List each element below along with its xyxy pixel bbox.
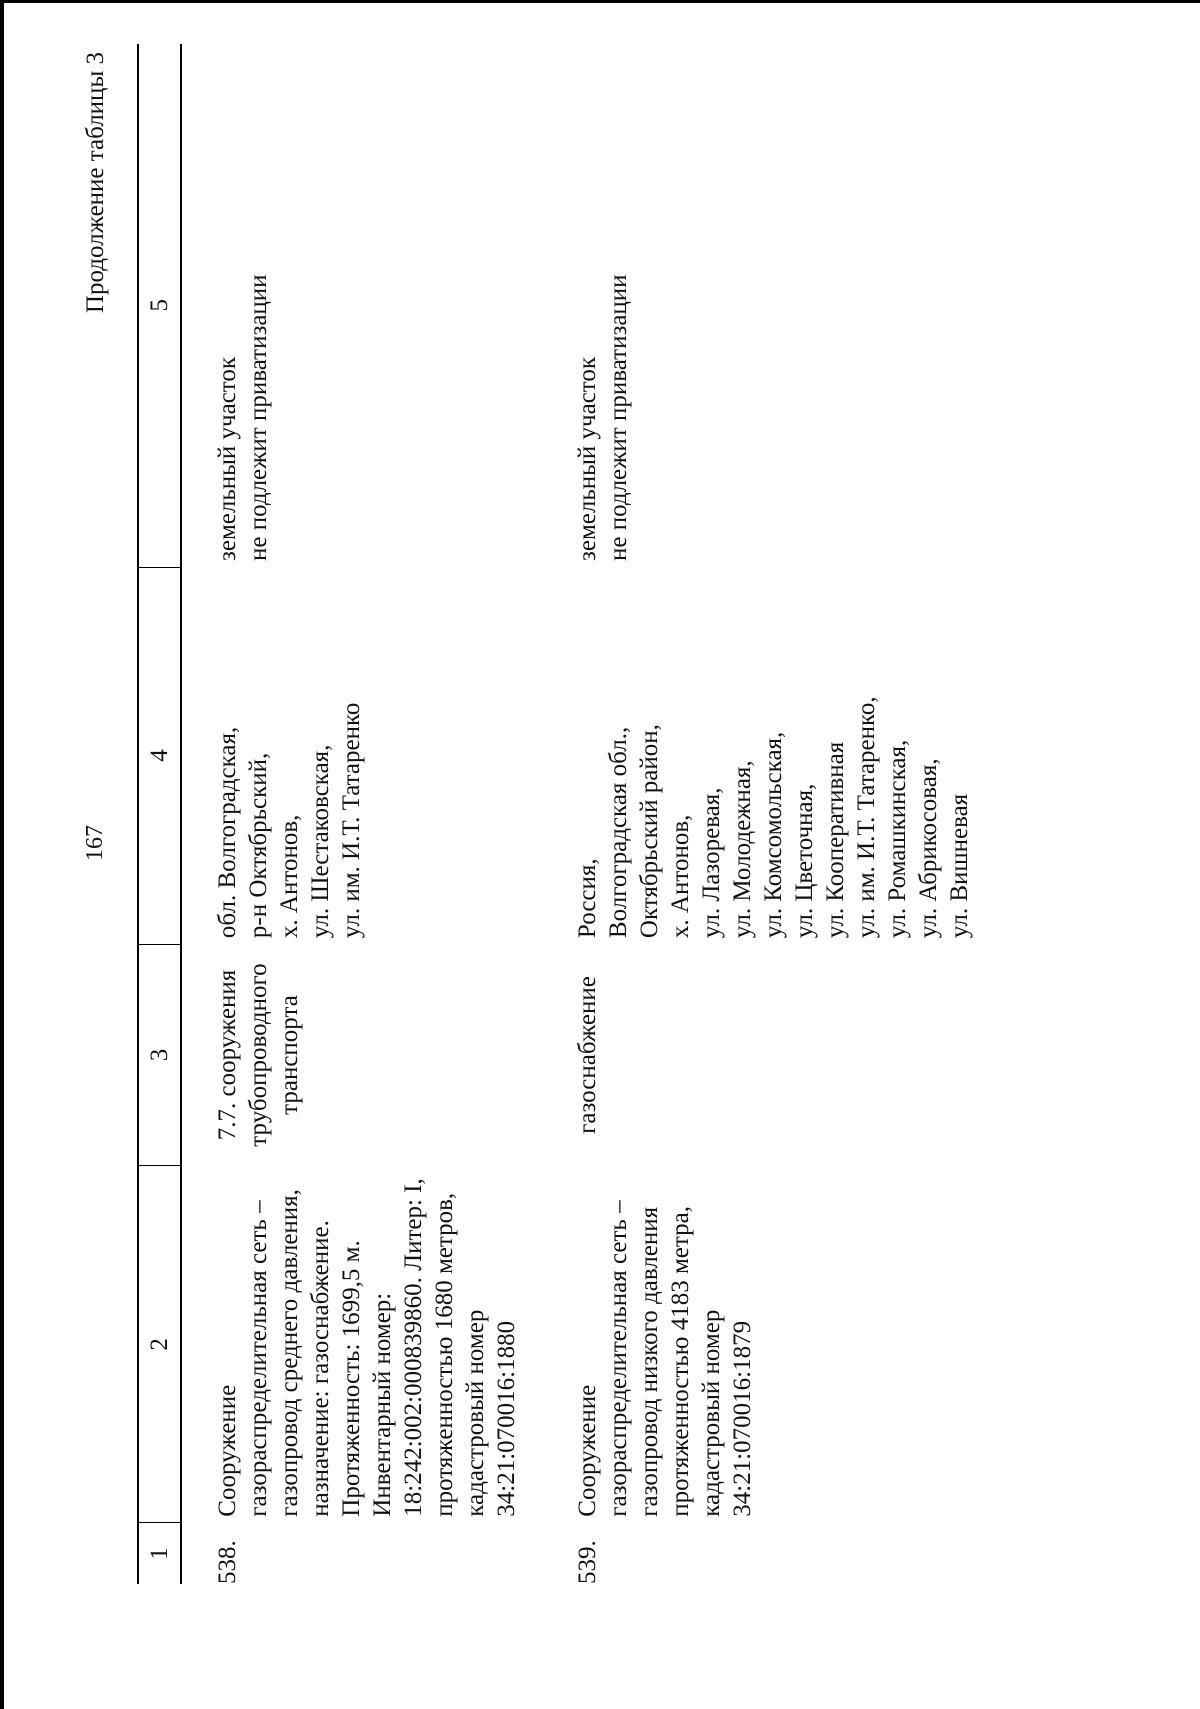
address-line: Октябрьский район, bbox=[636, 724, 663, 939]
address-line: Россия, bbox=[574, 858, 601, 939]
object-name-line: газопровод низкого давления bbox=[636, 1206, 663, 1517]
table-row bbox=[181, 44, 522, 1584]
address-line: р-н Октябрьский, bbox=[245, 752, 272, 939]
column-header-1: 1 bbox=[138, 1523, 181, 1584]
address-line: ул. Вишневая bbox=[946, 793, 973, 939]
table-row bbox=[522, 44, 975, 1584]
address-line: ул. Цветочная, bbox=[791, 783, 818, 939]
object-name-line: протяженностью 1680 метров, bbox=[431, 1192, 458, 1517]
column-header-2: 2 bbox=[138, 1166, 181, 1523]
address-cell bbox=[522, 567, 975, 944]
column-header-5: 5 bbox=[138, 44, 181, 567]
object-name-line: газораспределительная сеть – bbox=[245, 1200, 272, 1517]
object-name-line: Протяженность: 1699,5 м. bbox=[338, 1240, 365, 1517]
status-line: земельный участок bbox=[574, 356, 601, 562]
address-line: обл. Волгоградская, bbox=[214, 726, 241, 939]
column-header-3: 3 bbox=[138, 944, 181, 1166]
page-number: 167 bbox=[82, 825, 108, 861]
status-line: земельный участок bbox=[214, 356, 241, 562]
address-line: ул. Лазоревая, bbox=[698, 787, 725, 939]
object-name-line: Сооружение bbox=[214, 1384, 241, 1517]
object-name-line: газораспределительная сеть – bbox=[605, 1200, 632, 1517]
address-line: ул. Ромашкинская, bbox=[884, 739, 911, 939]
address-line: ул. Комсомольская, bbox=[760, 731, 787, 939]
object-name-line: кадастровый номер bbox=[698, 1309, 725, 1517]
object-name-cell bbox=[522, 1166, 975, 1523]
object-name-cell bbox=[181, 1166, 522, 1523]
address-line: ул. им. И.Т. Татаренко, bbox=[853, 696, 880, 939]
object-name-line: назначение: газоснабжение. bbox=[307, 1220, 334, 1517]
address-line: ул. Молодежная, bbox=[729, 760, 756, 939]
status-cell bbox=[522, 44, 975, 567]
purpose-line: транспорта bbox=[276, 995, 303, 1115]
object-name-line: протяженностью 4183 метра, bbox=[667, 1206, 694, 1517]
property-table bbox=[137, 44, 975, 1584]
address-line: ул. им. И.Т. Татаренко bbox=[338, 702, 365, 939]
address-line: ул. Кооперативная bbox=[822, 741, 849, 939]
continuation-label: Продолжение таблицы 3 bbox=[82, 52, 109, 314]
row-number: 539. bbox=[574, 1540, 601, 1584]
status-cell bbox=[181, 44, 522, 567]
object-name-line: 34:21:070016:1879 bbox=[729, 1320, 756, 1517]
address-line: х. Антонов, bbox=[276, 814, 303, 939]
status-line: не подлежит приватизации bbox=[245, 274, 272, 562]
address-line: х. Антонов, bbox=[667, 814, 694, 939]
table-header-row bbox=[138, 44, 181, 1584]
object-name-line: Инвентарный номер: bbox=[369, 1292, 396, 1517]
object-name-line: газопровод среднего давления, bbox=[276, 1189, 303, 1517]
object-name-line: Сооружение bbox=[574, 1384, 601, 1517]
status-line: не подлежит приватизации bbox=[605, 274, 632, 562]
address-line: ул. Шестаковская, bbox=[307, 744, 334, 939]
purpose-line: трубопроводного bbox=[245, 963, 272, 1147]
object-name-line: кадастровый номер bbox=[462, 1309, 489, 1517]
purpose-cell bbox=[522, 944, 975, 1166]
column-header-4: 4 bbox=[138, 567, 181, 944]
purpose-cell bbox=[181, 944, 522, 1166]
purpose-line: 7.7. сооружения bbox=[214, 969, 241, 1141]
address-line: ул. Абрикосовая, bbox=[915, 758, 942, 939]
object-name-line: 18:242:002:000839860. Литер: I, bbox=[400, 1178, 427, 1517]
object-name-line: 34:21:070016:1880 bbox=[493, 1320, 520, 1517]
purpose-line: газоснабжение bbox=[574, 976, 601, 1134]
address-line: Волгоградская обл., bbox=[605, 726, 632, 939]
row-number: 538. bbox=[214, 1540, 241, 1584]
address-cell bbox=[181, 567, 522, 944]
